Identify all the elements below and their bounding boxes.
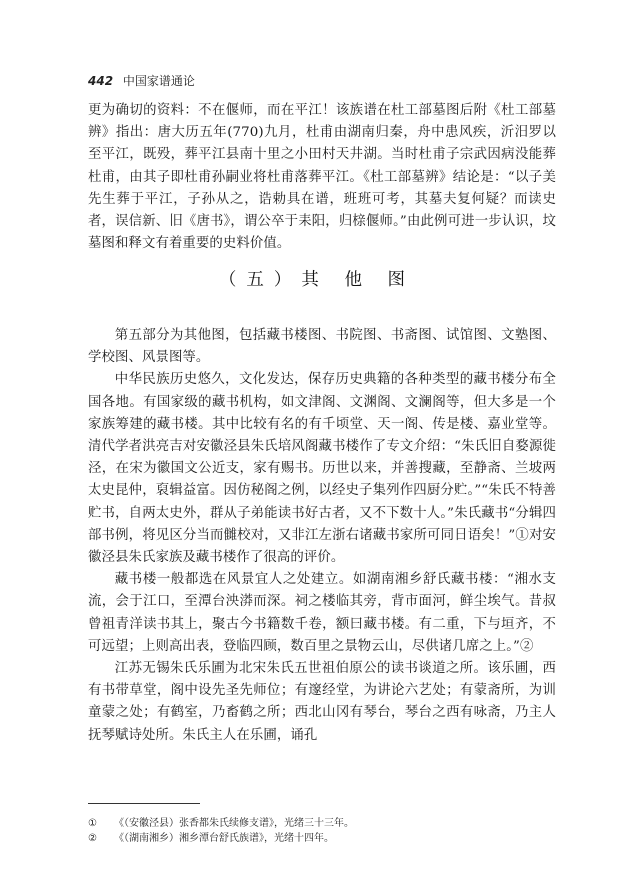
footnote-mark: ②: [88, 833, 97, 844]
page-number: 442: [88, 74, 114, 88]
paragraph-4: 江苏无锡朱氏乐圃为北宋朱氏五世祖伯原公的读书谈道之所。该乐圃，西有书带草堂，阁中设先圣先师位；有邃经堂，为讲论六艺处；有蒙斋所，为训童蒙之处；有鹤室，乃畜鹤之所；西北山冈有琴台，琴台之西有咏斋，乃主人抚琴赋诗处所。朱氏主人在乐圃，诵孔: [88, 661, 556, 743]
continued-paragraph-block: [88, 100, 556, 255]
footnote-text: 《（湖南湘乡）湘乡潭台舒氏族谱》，光绪十四年。: [114, 833, 334, 844]
paragraph-continued: 更为确切的资料：不在偃师，而在平江！该族谱在杜工部墓图后附《杜工部墓辨》指出：唐大历五年(770)九月，杜甫由湖南归秦，舟中患风疾，沂汨罗以至平江，既殁，葬平江县南十里之小田村天井湖。当时杜甫子宗武因病没能葬杜甫，由其子即杜甫孙嗣业将杜甫落葬平江。《杜工部墓辨》结论是：“以子美先生葬于平江，子孙从之，诰勅具在谱，班班可考，其墓夫复何疑？而读史者，误信新、旧《唐书》，谓公卒于耒阳，归榇偃师。”由此例可进一步认识，坟墓图和释文有着重要的史料价值。: [88, 103, 556, 252]
section-body: [88, 325, 556, 747]
footnote-2: [88, 831, 556, 846]
section-heading: （五）其 他 图: [218, 270, 416, 290]
paragraph-2: 中华民族历史悠久，文化发达，保存历史典籍的各种类型的藏书楼分布全国各地。有国家级的藏书机构，如文津阁、文渊阁、文澜阁等，但大多是一个家族筹建的藏书楼。其中比较有名的有千顷堂、天一阁、传是楼、嘉业堂等。清代学者洪亮吉对安徽泾县朱氏培风阁藏书楼作了专文介绍：“朱氏旧自婺源徙泾，在宋为徽国文公近支，家有赐书。历世以来，并善搜藏，至静斋、兰坡两太史昆仲，裒辑益富。因仿秘阁之例，以经史子集列作四厨分贮。”“朱氏不特善贮书，自两太史外，群从子弟能读书好古者，又不下数十人。”朱氏藏书“分辑四部书例，将见区分当而雠校对，又非江左浙右诸藏书家所可同日语矣！”①对安徽泾县朱氏家族及藏书楼作了很高的评价。: [88, 372, 556, 566]
paragraph-1: 第五部分为其他图，包括藏书楼图、书院图、书斋图、试馆图、文塾图、学校图、风景图等。: [88, 328, 556, 366]
paragraph-3: 藏书楼一般都选在风景宜人之处建立。如湖南湘乡舒氏藏书楼：“湘水支流，会于江口，至潭台泱漭而深。祠之楼临其旁，背市面河，鲜尘埃气。昔叔曾祖青洋读书其上，聚古今书籍数千卷，额曰藏书楼。有二重，下与垣齐，不可远望；上则高出表，登临四顾，数百里之景物云山，尽供诸几席之上。”②: [88, 572, 556, 654]
footnote-text: 《（安徽泾县）张香都朱氏续修支谱》，光绪三十三年。: [114, 818, 354, 829]
book-title: 中国家谱通论: [122, 74, 195, 88]
footnote-1: [88, 816, 556, 831]
footnote-mark: ①: [88, 818, 97, 829]
footnote-rule: [88, 803, 200, 804]
footnotes: [88, 816, 556, 846]
running-header: [88, 72, 195, 89]
